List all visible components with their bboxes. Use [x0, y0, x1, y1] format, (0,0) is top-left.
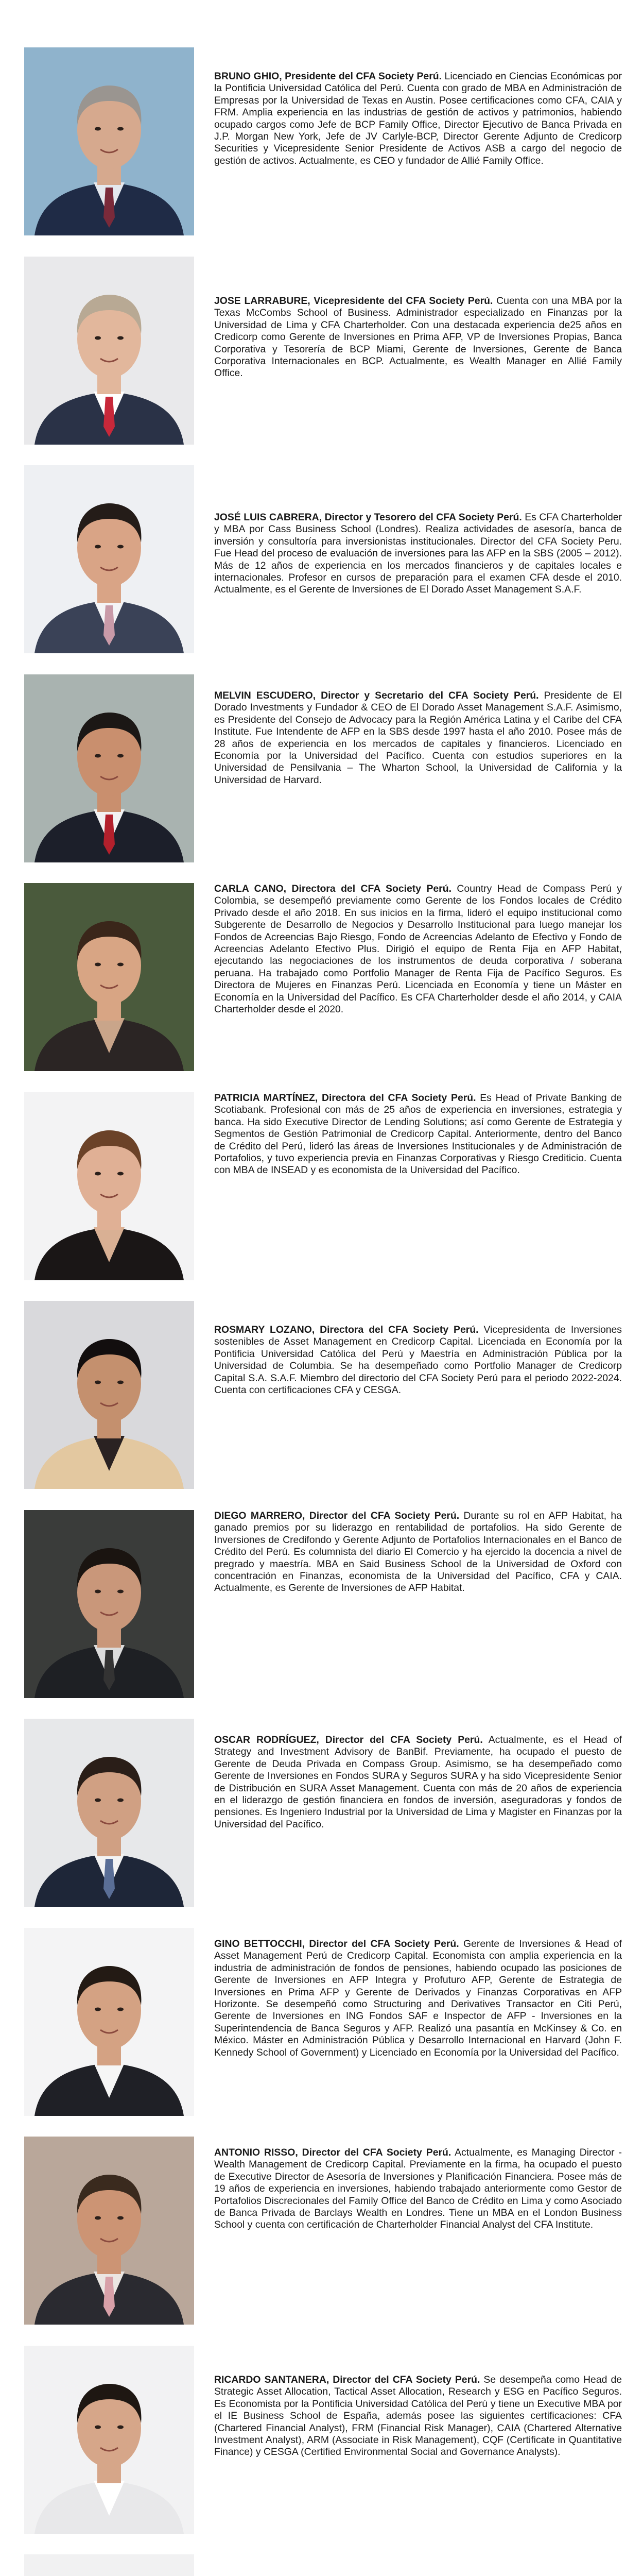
director-description: Es Head of Private Banking de Scotiabank. Profesional con más de 25 años de experiencia en inversiones, estrategia y banca. Ha sido Executive Director de Lending Solutions; así como Gerente de Estrategia y Segmentos de Gestión Patrimonial de Credicorp Capital. Anteriormente, dentro del Banco de Crédito del Perú, lideró las áreas de Inversiones Institucionales y de Administración de Portafolios, y tuvo experiencia previa en Finanzas Corporativas y Riesgo Crediticio. Cuenta con MBA de INSEAD y es economista de la Universidad del Pacífico.: [214, 1092, 622, 1176]
director-photo: [24, 1510, 194, 1698]
director-bio: [214, 883, 622, 1015]
director-photo: [24, 465, 194, 653]
director-photo: [24, 2137, 194, 2325]
director-description: Cuenta con una MBA por la Texas McCombs School of Business. Administrador especializado en Finanzas por la Universidad de Lima y CFA Charterholder. Con una destacada experiencia de25 años en Credicorp como Gerente de Inversiones en Prima AFP, VP de Inversiones Propias, Banca Corporativa y Tesorería de BCP Miami, Gerente de Inversiones, Gerente de Banca Corporativa Internacionales en BCP. Actualmente, es Wealth Manager en Allié Family Office.: [214, 295, 622, 379]
director-name-title: JOSÉ LUIS CABRERA, Director y Tesorero del CFA Society Perú.: [214, 512, 522, 523]
director-description: Presidente de El Dorado Investments y Fundador & CEO de El Dorado Asset Management S.A.F. Asimismo, es Presidente del Consejo de Advocacy para la Región América Latina y el Caribe del CFA Institute. Fue Intendente de AFP en la SBS desde 1997 hasta el año 2010. Posee más de 28 años de experiencia en los mercados de capitales y financieros. Licenciado en Economía por la Universidad del Pacífico. Cuenta con estudios superiores en la Universidad de Pensilvania – The Wharton School, la Universidad de California y la Universidad de Harvard.: [214, 690, 622, 786]
director-bio: [214, 1324, 622, 1396]
director-name-title: ANTONIO RISSO, Director del CFA Society Perú.: [214, 2147, 451, 2158]
director-description: Actualmente, es el Head of Strategy and Investment Advisory de BanBif. Previamente, ha ocupado el puesto de Gerente de Deuda Privada en Compass Group. Asimismo, se ha desempeñado como Gerente de Inversiones en Fondos SURA y Seguros SURA y ha sido Vicepresidente Senior de Distribución en SURA Asset Management. Cuenta con más de 20 años de experiencia en el liderazgo de gestión financiera en fondos de inversión, aseguradoras y fondos de pensiones. Es Ingeniero Industrial por la Universidad de Lima y Magister en Finanzas por la Universidad del Pacífico.: [214, 1734, 622, 1830]
director-description: Country Head de Compass Perú y Colombia, se desempeñó previamente como Gerente de los Fondos locales de Crédito Privado desde el año 2018. En sus inicios en la firma, lideró el equipo institucional como Subgerente de Desarrollo de Negocios y Desarrollo Institucional para luego manejar los Fondos de Acreencias Bajo Riesgo, Fondo de Acreencias Adelanto de Efectivo y Fondo de Acreencias Adelanto Efectivo Plus. Dirigió el equipo de Renta Fija en AFP Habitat, ejecutando las negociaciones de los instrumentos de deuda corporativa / soberana peruana. Ha trabajado como Portfolio Manager de Renta Fija de Pacífico Seguros. Es Directora de Mujeres en Finanzas Perú. Licenciada en Economía y tiene un Máster en Economía en la Universidad del Pacífico. Es CFA Charterholder desde el año 2014, y CAIA Charterholder desde el 2020.: [214, 883, 622, 1015]
director-photo: [24, 2346, 194, 2534]
director-description: Licenciado en Ciencias Económicas por la Pontificia Universidad Católica del Perú. Cuenta con grado de MBA en Administración de Empresas por la Universidad de Texas en Austin. Posee certificaciones como CFA, CAIA y FRM. Amplia experiencia en las industrias de gestión de activos y patrimonios, habiendo ocupado cargos como Jefe de BCP Family Office, Director Ejecutivo de Banca Privada en J.P. Morgan New York, Jefe de JV Carlyle-BCP, Director Gerente Adjunto de Credicorp Securities y Vicepresidente Senior Presidente de Activos ASB a cargo del negocio de gestión de activos. Actualmente, es CEO y fundador de Allié Family Office.: [214, 71, 622, 166]
director-description: Es CFA Charterholder y MBA por Cass Business School (Londres). Realiza actividades de asesoría, banca de inversión y consultoría para inversionistas institucionales. Director del CFA Society Peru. Fue Head del proceso de evaluación de inversiones para las AFP en la SBS (2005 – 2012). Más de 12 años de experiencia en los mercados financieros y de capitales locales e internacionales. Profesor en cursos de preparación para el examen CFA desde el 2010. Actualmente, es el Gerente de Inversiones de El Dorado Asset Management S.A.F.: [214, 512, 622, 596]
director-photo: [24, 1301, 194, 1489]
director-entry: [0, 1719, 643, 1910]
director-photo: [24, 257, 194, 445]
director-description: Actualmente, es Managing Director - Wealth Management de Credicorp Capital. Previamente en la firma, ha ocupado el puesto de Executive Director de Asesoría de Inversiones y Planificación Financiera. Posee más de 19 años de experiencia en inversiones, habiendo trabajado anteriormente como Gestor de Portafolios Discrecionales del Family Office del Banco de Crédito en Lima y como Asociado de Banca Privada de Barclays Wealth en Londres. Tiene un MBA en el London Business School y cuenta con certificación de Charterholder Financial Analyst del CFA Institute.: [214, 2147, 622, 2231]
director-bio: [214, 2374, 622, 2459]
director-bio: [214, 1510, 622, 1595]
director-bio: [214, 1734, 622, 1831]
director-name-title: GINO BETTOCCHI, Director del CFA Society Perú.: [214, 1938, 459, 1950]
director-name-title: PATRICIA MARTÍNEZ, Directora del CFA Society Perú.: [214, 1092, 476, 1104]
director-photo: [24, 1092, 194, 1280]
director-bio: [214, 512, 622, 596]
director-entry: [0, 1928, 643, 2120]
director-bio: [214, 295, 622, 380]
director-entry: [0, 674, 643, 866]
director-description: Gerente de Inversiones & Head of Asset Management Perú de Credicorp Capital. Economista con amplia experiencia en la industria de administración de fondos de pensiones, habiendo ocupado las posiciones de Gerente de Inversiones en AFP Integra y Profuturo AFP, Gerente de Estrategia de Inversiones en Prima AFP y Gerente de Derivados y Finanzas Corporativas en AFP Horizonte. Se desempeñó como Structuring and Derivatives Transactor en Citi Perú, Gerente de Inversiones en ING Fondos SAF e Inspector de AFP - Inversiones en la Superintendencia de Banca Seguros y AFP. Realizó una pasantía en McKinsey & Co. en México. Máster en Administración Pública y Desarrollo Internacional en Harvard (John F. Kennedy School of Government) y Licenciado en Economía por la Universidad del Pacífico.: [214, 1938, 622, 2058]
director-name-title: MELVIN ESCUDERO, Director y Secretario del CFA Society Perú.: [214, 690, 539, 701]
director-name-title: BRUNO GHIO, Presidente del CFA Society Perú.: [214, 71, 442, 82]
director-entry: [0, 1510, 643, 1702]
director-entry: [0, 883, 643, 1075]
director-entry: [0, 2554, 643, 2576]
director-description: Se desempeña como Head de Strategic Asset Allocation, Tactical Asset Allocation, Research y ESG en Pacífico Seguros. Es Economista por la Pontificia Universidad Católica del Perú y tiene un Executive MBA por el IE Business School de España, además posee las siguientes certificaciones: CFA (Chartered Financial Analyst), FRM (Financial Risk Manager), CAIA (Chartered Alternative Investment Analyst), ARM (Associate in Risk Management), CQF (Certificate in Quantitative Finance) y CESGA (Certified Environmental Social and Governance Analysts).: [214, 2374, 622, 2458]
director-photo: [24, 674, 194, 862]
director-entry: [0, 465, 643, 657]
director-name-title: OSCAR RODRÍGUEZ, Director del CFA Society Perú.: [214, 1734, 483, 1745]
director-entry: [0, 2346, 643, 2537]
director-bio: [214, 1092, 622, 1177]
director-entry: [0, 1092, 643, 1284]
director-name-title: DIEGO MARRERO, Director del CFA Society Perú.: [214, 1510, 460, 1521]
director-bio: [214, 1938, 622, 2059]
director-photo: [24, 1928, 194, 2116]
director-name-title: CARLA CANO, Directora del CFA Society Perú.: [214, 883, 451, 894]
director-entry: [0, 2137, 643, 2328]
director-name-title: ROSMARY LOZANO, Directora del CFA Society Perú.: [214, 1324, 479, 1335]
director-photo: [24, 47, 194, 235]
director-entry: [0, 257, 643, 448]
director-name-title: RICARDO SANTANERA, Director del CFA Society Perú.: [214, 2374, 480, 2385]
director-bio: [214, 690, 622, 786]
director-photo: [24, 2554, 194, 2576]
director-description: Vicepresidenta de Inversiones sostenibles de Asset Management en Credicorp Capital. Licenciada en Economía por la Pontificia Universidad Católica del Perú y Maestría en Administración Pública por la Universidad de Columbia. Se ha desempeñado como Portfolio Manager de Credicorp Capital S.A. S.A.F. Miembro del directorio del CFA Society Perú para el periodo 2022-2024. Cuenta con certificaciones CFA y CESGA.: [214, 1324, 622, 1396]
director-entry: [0, 47, 643, 239]
director-bio: [214, 71, 622, 167]
director-photo: [24, 1719, 194, 1907]
director-name-title: JOSE LARRABURE, Vicepresidente del CFA Society Perú.: [214, 295, 493, 307]
director-photo: [24, 883, 194, 1071]
director-description: Durante su rol en AFP Habitat, ha ganado premios por su liderazgo en rentabilidad de portafolios. Ha sido Gerente de Inversiones de Credifondo y Gerente Adjunto de Portafolios Internacionales en el Banco de Crédito del Perú. Es columnista del diario El Comercio y ha ejercido la docencia a nivel de pregrado y maestría. MBA en Said Business School de la Universidad de Oxford con concentración en Finanzas, economista de la Universidad del Pacífico, CFA y CAIA. Actualmente, es Gerente de Inversiones de AFP Habitat.: [214, 1510, 622, 1594]
director-bio: [214, 2147, 622, 2231]
director-entry: [0, 1301, 643, 1493]
